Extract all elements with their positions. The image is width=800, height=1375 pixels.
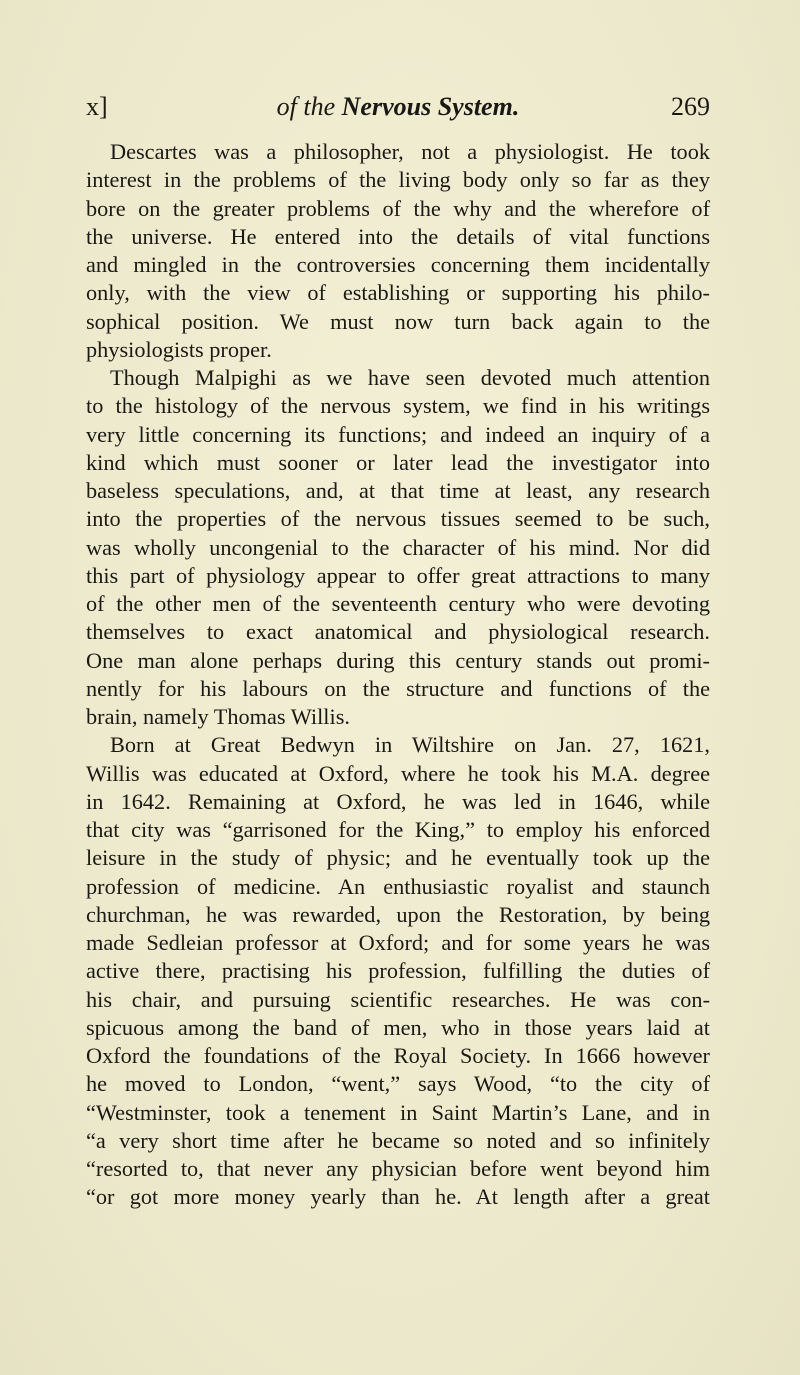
- text-line: themselves to exact anatomical and physiological research.: [86, 619, 710, 645]
- text-line: “a very short time after he became so noted and so infinitely: [86, 1127, 710, 1153]
- text-line: only, with the view of establishing or supporting his philo-: [86, 280, 710, 306]
- text-line: Oxford the foundations of the Royal Society. In 1666 however: [86, 1043, 710, 1068]
- text-line: profession of medicine. An enthusiastic royalist and staunch: [86, 873, 710, 899]
- text-line: interest in the problems of the living body only so far as they: [86, 167, 710, 193]
- text-line: Though Malpighi as we have seen devoted much attention: [110, 365, 710, 390]
- running-title-emph: Nervous System.: [341, 92, 520, 121]
- text-line: “Westminster, took a tenement in Saint Martin’s Lane, and in: [86, 1099, 710, 1125]
- text-line: very little concerning its functions; and indeed an inquiry of a: [86, 421, 710, 447]
- running-title: [86, 92, 710, 122]
- text-line: and mingled in the controversies concerning them incidentally: [86, 252, 710, 277]
- text-line: sophical position. We must now turn back again to the: [86, 308, 710, 334]
- text-line: brain, namely Thomas Willis.: [86, 704, 350, 729]
- text-line: his chair, and pursuing scientific researches. He was con-: [86, 986, 710, 1012]
- running-header: [86, 92, 710, 126]
- running-title-prefix: of the: [276, 92, 336, 121]
- text-line: bore on the greater problems of the why and the wherefore of: [86, 195, 710, 221]
- text-line: active there, practising his profession, fulfilling the duties of: [86, 958, 710, 984]
- section-marker: x]: [86, 92, 108, 121]
- text-line: baseless speculations, and, at that time at least, any research: [86, 478, 710, 503]
- text-line: spicuous among the band of men, who in those years laid at: [86, 1014, 710, 1040]
- text-line: the universe. He entered into the details of vital functions: [86, 223, 710, 249]
- text-line: physiologists proper.: [86, 336, 272, 362]
- text-line: he moved to London, “went,” says Wood, “to the city of: [86, 1071, 710, 1097]
- text-line: was wholly uncongenial to the character of his mind. Nor did: [86, 534, 710, 560]
- text-line: “or got more money yearly than he. At length after a great: [86, 1184, 710, 1210]
- text-line: in 1642. Remaining at Oxford, he was led in 1646, while: [86, 788, 710, 814]
- text-line: churchman, he was rewarded, upon the Restoration, by being: [86, 901, 710, 927]
- text-line: into the properties of the nervous tissues seemed to be such,: [86, 506, 710, 532]
- text-line: One man alone perhaps during this century stands out promi-: [86, 647, 710, 673]
- text-line: nently for his labours on the structure and functions of the: [86, 675, 710, 701]
- text-line: to the histology of the nervous system, we find in his writings: [86, 393, 710, 419]
- text-line: Born at Great Bedwyn in Wiltshire on Jan. 27, 1621,: [110, 732, 710, 758]
- text-line: leisure in the study of physic; and he eventually took up the: [86, 845, 710, 871]
- text-line: “resorted to, that never any physician before went beyond him: [86, 1156, 710, 1181]
- text-line: kind which must sooner or later lead the investigator into: [86, 449, 710, 475]
- text-line: Willis was educated at Oxford, where he took his M.A. degree: [86, 760, 710, 786]
- text-line: Descartes was a philosopher, not a physiologist. He took: [110, 139, 710, 164]
- text-line: of the other men of the seventeenth century who were devoting: [86, 591, 710, 616]
- text-line: this part of physiology appear to offer great attractions to many: [86, 562, 710, 588]
- page-number: 269: [671, 92, 710, 121]
- text-line: that city was “garrisoned for the King,” to employ his enforced: [86, 817, 710, 842]
- text-line: made Sedleian professor at Oxford; and for some years he was: [86, 930, 710, 955]
- body-text: [86, 138, 710, 1212]
